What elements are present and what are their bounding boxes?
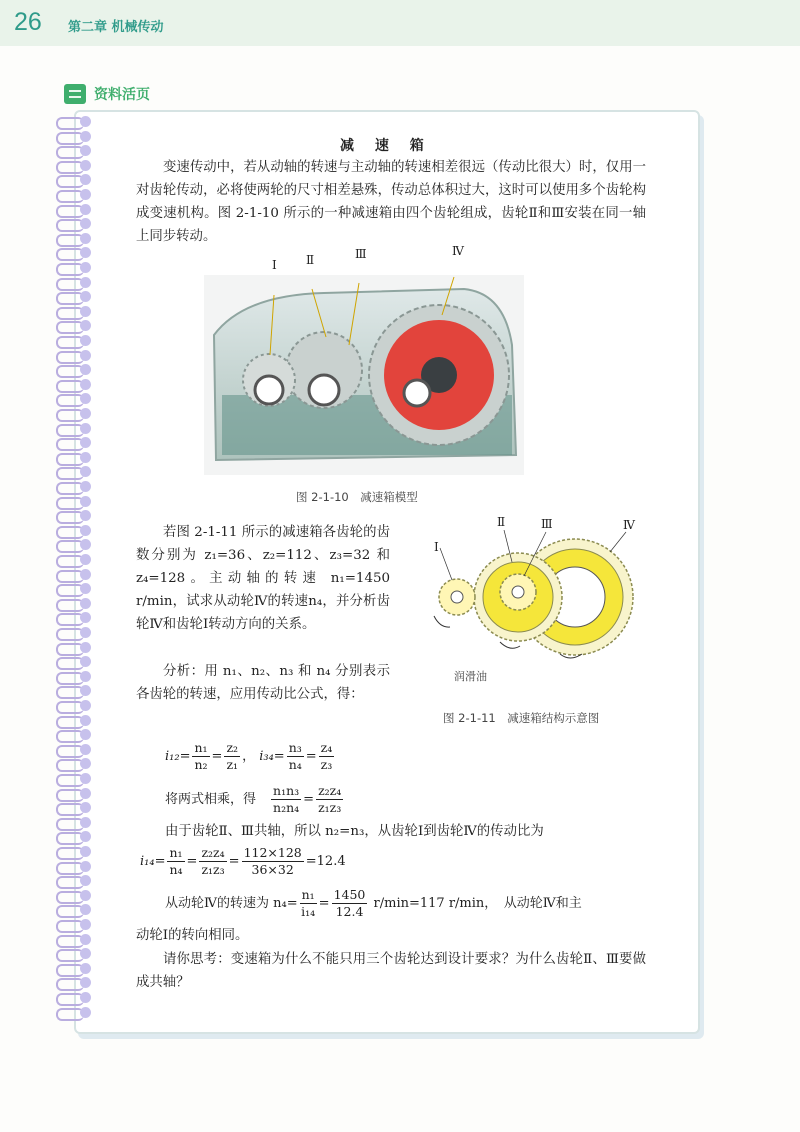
spiral-ring (56, 963, 102, 975)
spiral-ring (56, 846, 102, 858)
fig11-label-1: Ⅰ (434, 540, 439, 554)
spiral-ring (56, 569, 102, 581)
spiral-ring (56, 174, 102, 186)
spiral-ring (56, 685, 102, 697)
spiral-ring (56, 948, 102, 960)
fig10-label-3: Ⅲ (355, 247, 367, 261)
spiral-ring (56, 642, 102, 654)
section-badge-label: 资料活页 (94, 87, 150, 103)
page-number: 26 (14, 8, 42, 36)
eq-i12: i₁₂= (165, 749, 191, 764)
spiral-ring (56, 919, 102, 931)
spiral-ring (56, 656, 102, 668)
eq4-i14: i₁₄= (140, 854, 166, 869)
eq4-n1: n₁ (169, 845, 183, 860)
spiral-ring (56, 861, 102, 873)
spiral-ring (56, 233, 102, 245)
eq4-mul-num: 112×128 (243, 845, 302, 860)
spiral-ring (56, 831, 102, 843)
intro-paragraph: 变速传动中，若从动轴的转速与主动轴的转速相差很远（传动比很大）时，仅用一对齿轮传动，必将使两轮的尺寸相差悬殊，传动总体积过大，这时可以使用多个齿轮构成变速机构。图 2-1-10 所示的一种减速箱由四个齿轮组成，齿轮Ⅱ和Ⅲ安装在同一轴上同步转动。 (136, 160, 646, 244)
spiral-ring (56, 992, 102, 1004)
eq5-i14: i₁₄ (301, 904, 316, 919)
eq4-z1z3: z₁z₃ (201, 862, 225, 877)
equation-ratios: i₁₂= $\frac{\text{n₁}}{\text{n₂}}$ = $\frac{\text{z₂}}{\text{z₁}}$ ， i₃₄= $\frac{\text{n₃}}{\text{n₄}}$ = $\frac{\text{z₄}}{\text{z₃}}$ (165, 740, 333, 772)
spiral-ring (56, 320, 102, 332)
fig10-caption: 图 2-1-10 减速箱模型 (296, 490, 418, 504)
spiral-ring (56, 627, 102, 639)
eq-z1: z₁ (226, 757, 239, 772)
think-paragraph: 请你思考：变速箱为什么不能只用三个齿轮达到设计要求？为什么齿轮Ⅱ、Ⅲ要做成共轴？ (136, 952, 646, 990)
fig11-label-4: Ⅳ (623, 518, 635, 532)
gearbox-photo (204, 275, 524, 475)
spiral-ring (56, 1007, 102, 1019)
eq-i34: i₃₄= (259, 749, 285, 764)
gear-diagram (420, 530, 660, 670)
spiral-ring (56, 554, 102, 566)
eq-n1: n₁ (194, 740, 208, 755)
spiral-ring (56, 977, 102, 989)
analysis-paragraph: 分析：用 n₁、n₂、n₃ 和 n₄ 分别表示各齿轮的转速，应用传动比公式，得： (136, 664, 390, 702)
eq-sep: ， (242, 749, 256, 764)
article-title: 减 速 箱 (340, 138, 432, 154)
chapter-title: 第二章 机械传动 (68, 20, 164, 35)
spiral-ring (56, 466, 102, 478)
spiral-ring (56, 423, 102, 435)
eq2-lead: 将两式相乘，得 (165, 792, 257, 807)
eq4-n4: n₄ (169, 862, 183, 877)
spiral-ring (56, 131, 102, 143)
spiral-ring (56, 189, 102, 201)
equation-i14: i₁₄= $\frac{\text{n₁}}{\text{n₄}}$ = $\frac{\text{z₂z₄}}{\text{z₁z₃}}$ = $\frac{112\times 128}{36\times 32}$ =12.4 (140, 845, 346, 877)
spiral-ring (56, 744, 102, 756)
eq4-z2z4: z₂z₄ (201, 845, 225, 860)
eq-n2: n₂ (194, 757, 208, 772)
spiral-ring (56, 262, 102, 274)
section-badge (64, 84, 150, 104)
spiral-ring (56, 481, 102, 493)
eq5-num: 1450 (333, 887, 366, 902)
equation-n4: 从动轮Ⅳ的转速为 n₄= $\frac{\text{n₁}}{\text{i₁₄}}$ = $\frac{1450}{12.4}$ r/min=117 r/min， 从动轮Ⅳ和主 (165, 887, 582, 919)
spiral-ring (56, 291, 102, 303)
spiral-ring (56, 525, 102, 537)
fig10-label-1: Ⅰ (272, 258, 277, 272)
eq5-den: 12.4 (335, 904, 364, 919)
page-header (0, 0, 800, 46)
spiral-ring (56, 204, 102, 216)
notebook-icon (64, 84, 86, 104)
spiral-ring (56, 247, 102, 259)
spiral-ring (56, 116, 102, 128)
spiral-ring (56, 890, 102, 902)
spiral-ring (56, 218, 102, 230)
spiral-ring (56, 379, 102, 391)
spiral-ring (56, 700, 102, 712)
eq4-mul-den: 36×32 (251, 862, 294, 877)
problem-paragraph: 若图 2-1-11 所示的减速箱各齿轮的齿数分别为 z₁=36、z₂=112、z₃=32 和 z₄=128。主动轴的转速 n₁=1450 r/min，试求从动轮Ⅳ的转速n₄，并分析齿轮Ⅳ和齿轮Ⅰ转动方向的关系。 (136, 525, 390, 632)
spiral-ring (56, 875, 102, 887)
lube-label: 润滑油 (454, 670, 487, 683)
fig11-caption: 图 2-1-11 减速箱结构示意图 (443, 711, 600, 725)
eq4-result: =12.4 (305, 854, 346, 869)
fig10-label-2: Ⅱ (306, 253, 315, 267)
spiral-ring (56, 758, 102, 770)
eq5-n1: n₁ (301, 887, 315, 902)
spiral-ring (56, 452, 102, 464)
spiral-ring (56, 408, 102, 420)
spiral-ring (56, 583, 102, 595)
spiral-ring (56, 598, 102, 610)
eq-n4: n₄ (288, 757, 302, 772)
spiral-ring (56, 277, 102, 289)
eq2-den-l: n₂n₄ (273, 800, 300, 815)
eq2-num-r: z₂z₄ (318, 783, 342, 798)
fig11-label-2: Ⅱ (497, 515, 506, 529)
spiral-ring (56, 335, 102, 347)
fig11-label-3: Ⅲ (541, 517, 553, 531)
spiral-ring (56, 364, 102, 376)
spiral-ring (56, 350, 102, 362)
spiral-ring (56, 160, 102, 172)
spiral-ring (56, 437, 102, 449)
eq-z3: z₃ (320, 757, 333, 772)
spiral-ring (56, 612, 102, 624)
equation-product: 将两式相乘，得 $\frac{\text{n₁n₃}}{\text{n₂n₄}}$ = $\frac{\text{z₂z₄}}{\text{z₁z₃}}$ (165, 783, 342, 815)
coaxial-line: 由于齿轮Ⅱ、Ⅲ共轴，所以 n₂=n₃，从齿轮Ⅰ到齿轮Ⅳ的传动比为 (165, 824, 544, 839)
spiral-ring (56, 715, 102, 727)
spiral-ring (56, 510, 102, 522)
spiral-ring (56, 802, 102, 814)
spiral-ring (56, 729, 102, 741)
spiral-ring (56, 539, 102, 551)
spiral-binding (56, 110, 104, 1030)
spiral-ring (56, 393, 102, 405)
eq2-den-r: z₁z₃ (318, 800, 342, 815)
eq-z2: z₂ (226, 740, 239, 755)
spiral-ring (56, 817, 102, 829)
eq-n3: n₃ (288, 740, 302, 755)
direction-line: 动轮Ⅰ的转向相同。 (136, 928, 249, 943)
spiral-ring (56, 306, 102, 318)
eq2-num-l: n₁n₃ (273, 783, 300, 798)
spiral-ring (56, 904, 102, 916)
spiral-ring (56, 934, 102, 946)
spiral-ring (56, 788, 102, 800)
fig10-label-4: Ⅳ (452, 244, 464, 258)
spiral-ring (56, 496, 102, 508)
eq5-tail: r/min=117 r/min， 从动轮Ⅳ和主 (373, 896, 582, 911)
spiral-ring (56, 145, 102, 157)
eq-z4: z₄ (320, 740, 333, 755)
eq5-lead: 从动轮Ⅳ的转速为 n₄= (165, 896, 298, 911)
spiral-ring (56, 671, 102, 683)
spiral-ring (56, 773, 102, 785)
